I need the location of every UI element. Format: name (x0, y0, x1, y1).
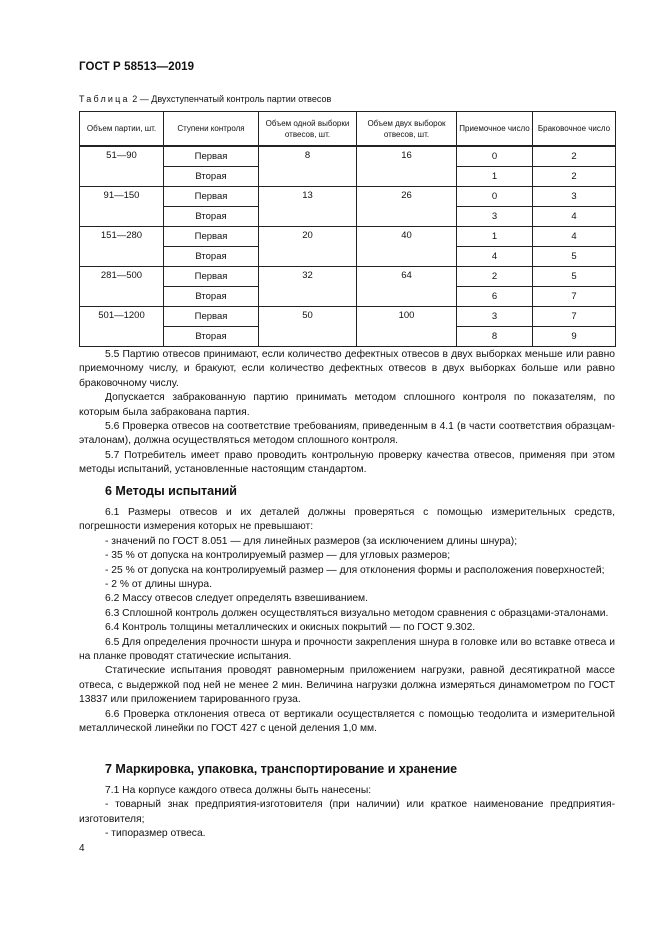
section-6-heading: 6 Методы испытаний (105, 484, 237, 498)
page-number: 4 (79, 843, 85, 854)
paragraph: Статические испытания проводят равномерным приложением нагрузки, равной десятикратной массе отвеса, с выдержкой под ней не менее 2 мин. Величина нагрузки должна измеряться динамометром по ГОСТ 13837 или приложением тарированного груза. (79, 665, 615, 706)
table-caption-number: 2 (132, 94, 138, 104)
cell-stage: Первая (164, 267, 259, 287)
table-header-row (80, 112, 616, 147)
cell-acceptance: 1 (457, 167, 533, 187)
list-item: - 2 % от длины шнура. (105, 579, 212, 591)
cell-rejection: 9 (533, 327, 616, 347)
list-item: - 25 % от допуска на контролируемый размер — для отклонения формы и расположения поверхностей; (105, 564, 605, 576)
cell-rejection: 4 (533, 207, 616, 227)
cell-stage: Вторая (164, 287, 259, 307)
cell-two-samples: 26 (357, 187, 457, 227)
document-header: ГОСТ Р 58513—2019 (79, 61, 195, 73)
cell-rejection: 5 (533, 267, 616, 287)
cell-lot-size: 281—500 (80, 267, 164, 307)
cell-rejection: 4 (533, 227, 616, 247)
cell-two-samples: 40 (357, 227, 457, 267)
table-caption (79, 94, 331, 104)
cell-rejection: 5 (533, 247, 616, 267)
cell-stage: Первая (164, 307, 259, 327)
column-header-lot-size: Объем партии, шт. (80, 112, 164, 147)
cell-rejection: 2 (533, 146, 616, 167)
table-row (80, 267, 616, 287)
column-header-one-sample: Объем одной выборки отвесов, шт. (259, 112, 357, 147)
cell-two-samples: 16 (357, 146, 457, 187)
cell-stage: Вторая (164, 247, 259, 267)
list-item: - товарный знак предприятия-изготовителя (при наличии) или краткое наименование предприятия-изготовителя; (79, 799, 615, 825)
table-row (80, 146, 616, 167)
cell-stage: Первая (164, 146, 259, 167)
table-row (80, 187, 616, 207)
paragraph: 5.6 Проверка отвесов на соответствие требованиям, приведенным в 4.1 (в части соответствия образцам-эталонам), должна осуществляться методом сплошного контроля. (79, 421, 615, 447)
cell-stage: Первая (164, 187, 259, 207)
cell-acceptance: 3 (457, 207, 533, 227)
cell-acceptance: 2 (457, 267, 533, 287)
table-row (80, 227, 616, 247)
table-row (80, 307, 616, 327)
paragraph: 6.5 Для определения прочности шнура и прочности закрепления шнура в головке или во вставке отвеса и на планке проводят статические испытания. (79, 636, 615, 663)
cell-acceptance: 6 (457, 287, 533, 307)
paragraph: 6.6 Проверка отклонения отвеса от вертикали осуществляется с помощью теодолита и измерительной металлической линейки по ГОСТ 427 с ценой деления 1,0 мм. (79, 708, 615, 735)
table-caption-prefix: Таблица (79, 94, 130, 104)
paragraph: 5.5 Партию отвесов принимают, если количество дефектных отвесов в двух выборках меньше или равно приемочному числу, и бракуют, если количество дефектных отвесов в двух выборках больше или равно браковочному числу. (79, 349, 615, 389)
list-item: - типоразмер отвеса. (105, 828, 206, 840)
column-header-stage: Ступени контроля (164, 112, 259, 147)
list-item: - значений по ГОСТ 8.051 — для линейных размеров (за исключением длины шнура); (105, 535, 518, 547)
column-header-acceptance: Приемочное число (457, 112, 533, 147)
paragraph: 6.4 Контроль толщины металлических и окисных покрытий — по ГОСТ 9.302. (105, 622, 476, 634)
section-7-heading: 7 Маркировка, упаковка, транспортирование и хранение (105, 762, 458, 776)
section-7-body (79, 784, 615, 842)
cell-rejection: 2 (533, 167, 616, 187)
cell-rejection: 3 (533, 187, 616, 207)
cell-two-samples: 64 (357, 267, 457, 307)
cell-lot-size: 91—150 (80, 187, 164, 227)
cell-stage: Вторая (164, 327, 259, 347)
paragraph: 7.1 На корпусе каждого отвеса должны быть нанесены: (105, 785, 372, 796)
lot-control-table (79, 111, 616, 347)
column-header-two-samples: Объем двух выборок отвесов, шт. (357, 112, 457, 147)
cell-acceptance: 3 (457, 307, 533, 327)
cell-one-sample: 20 (259, 227, 357, 267)
cell-acceptance: 0 (457, 187, 533, 207)
cell-acceptance: 8 (457, 327, 533, 347)
cell-lot-size: 51—90 (80, 146, 164, 187)
paragraph: 6.3 Сплошной контроль должен осуществляться визуально методом сравнения с образцами-эталонами. (105, 607, 609, 619)
section-6-body (79, 506, 615, 737)
cell-acceptance: 0 (457, 146, 533, 167)
cell-one-sample: 50 (259, 307, 357, 347)
paragraph: 6.2 Массу отвесов следует определять взвешиванием. (105, 593, 368, 605)
table-caption-text: — Двухступенчатый контроль партии отвесов (137, 94, 332, 104)
cell-two-samples: 100 (357, 307, 457, 347)
paragraph: Допускается забракованную партию принимать методом сплошного контроля по показателям, по которым была забракована партия. (79, 392, 615, 418)
list-item: - 35 % от допуска на контролируемый размер — для угловых размеров; (105, 550, 451, 562)
paragraph: 6.1 Размеры отвесов и их деталей должны проверяться с помощью измерительных средств, погрешности измерения которых не превышают: (79, 507, 615, 533)
cell-stage: Вторая (164, 167, 259, 187)
cell-one-sample: 32 (259, 267, 357, 307)
acceptance-rules-block (79, 348, 615, 478)
cell-one-sample: 8 (259, 146, 357, 187)
cell-acceptance: 4 (457, 247, 533, 267)
column-header-rejection: Браковочное число (533, 112, 616, 147)
cell-lot-size: 151—280 (80, 227, 164, 267)
cell-lot-size: 501—1200 (80, 307, 164, 347)
cell-rejection: 7 (533, 307, 616, 327)
cell-one-sample: 13 (259, 187, 357, 227)
paragraph: 5.7 Потребитель имеет право проводить контрольную проверку качества отвесов, применяя при этом методы испытаний, установленные настоящим стандартом. (79, 449, 615, 476)
cell-acceptance: 1 (457, 227, 533, 247)
cell-rejection: 7 (533, 287, 616, 307)
cell-stage: Первая (164, 227, 259, 247)
cell-stage: Вторая (164, 207, 259, 227)
